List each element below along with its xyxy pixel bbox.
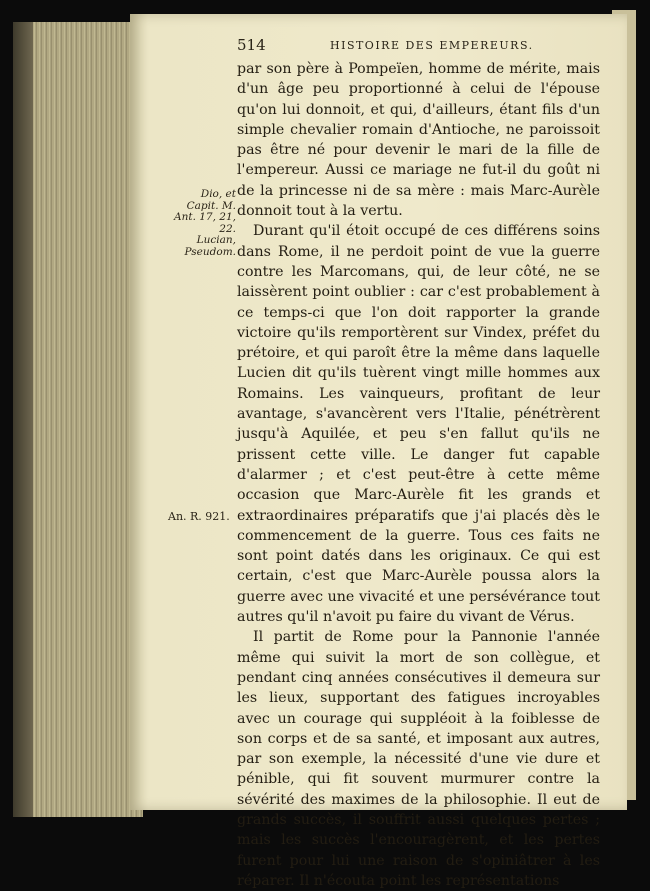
book-page — [130, 14, 627, 889]
paragraph: Durant qu'il étoit occupé de ces différens soins dans Rome, il ne perdoit point de vue la guerre contre les Marcomans, qui, de leur côté, ne se laissèrent point oublier : car c'est probablement à ce temps-ci que l'on doit rapporter la grande victoire qu'ils remportèrent sur Vindex, préfet du prétoire, et qui paroît être la même dans laquelle Lucien dit qu'ils tuèrent vingt mille hommes aux Romains. Les vainqueurs, profitant de leur avantage, s'avancèrent vers l'Italie, pénétrèrent jusqu'à Aquilée, et peu s'en fallut qu'ils ne prissent cette ville. Le danger fut capable d'alarmer ; et c'est peut-être à cette même occasion que Marc-Aurèle fit les grands et extraordinaires préparatifs que j'ai placés dès le commencement de la guerre. Tous ces faits ne sont point datés dans les originaux. Ce qui est certain, c'est que Marc-Aurèle poussa alors la guerre avec une vivacité et une persévérance tout autres qu'il n'avoit pu faire du vivant de Vérus. — [237, 223, 600, 626]
margin-note-line: Dio, et — [200, 188, 236, 200]
paragraph: Il partit de Rome pour la Pannonie l'année même qui suivit la mort de son collègue, et pendant cinq années consécutives il demeura sur les lieux, supportant des fatigues incroyables avec un courage qui suppléoit à la foiblesse de son corps et de sa santé, et imposant aux autres, par son exemple, la nécessité d'une vie dure et pénible, qui fit souvent murmurer contre la sévérité des maximes de la philosophie. Il eut de grands succès, il souffrit aussi quelques pertes ; mais les succès l'encouragèrent, et les pertes furent pour lui une raison de s'opiniâtrer à les réparer. Il n'écouta point les représentations — [237, 629, 600, 889]
paragraph: par son père à Pompeïen, homme de mérite, mais d'un âge peu proportionné à celui de l'épouse qu'on lui donnoit, et qui, d'ailleurs, étant fils d'un simple chevalier romain d'Antioche, ne paroissoit pas être né pour devenir le mari de la fille de l'empereur. Aussi ce mariage ne fut-il du goût ni de la princesse ni de sa mère : mais Marc-Aurèle donnoit tout à la vertu. — [237, 61, 600, 220]
margin-note-line: Capit. M. — [186, 199, 236, 212]
margin-note-line: Pseudom. — [184, 245, 236, 258]
book-spine-edge — [13, 22, 33, 817]
margin-year-note: An. R. 921. — [168, 510, 230, 523]
margin-source-note — [170, 189, 236, 259]
margin-note-line: 22. — [219, 222, 236, 235]
margin-note-line: Lucian, — [196, 234, 236, 247]
margin-note-line: Ant. 17, 21, — [174, 211, 236, 224]
body-text — [237, 59, 600, 891]
page-number: 514 — [237, 36, 266, 54]
running-head: HISTOIRE DES EMPEREURS. — [330, 39, 534, 52]
page-header — [237, 36, 605, 56]
